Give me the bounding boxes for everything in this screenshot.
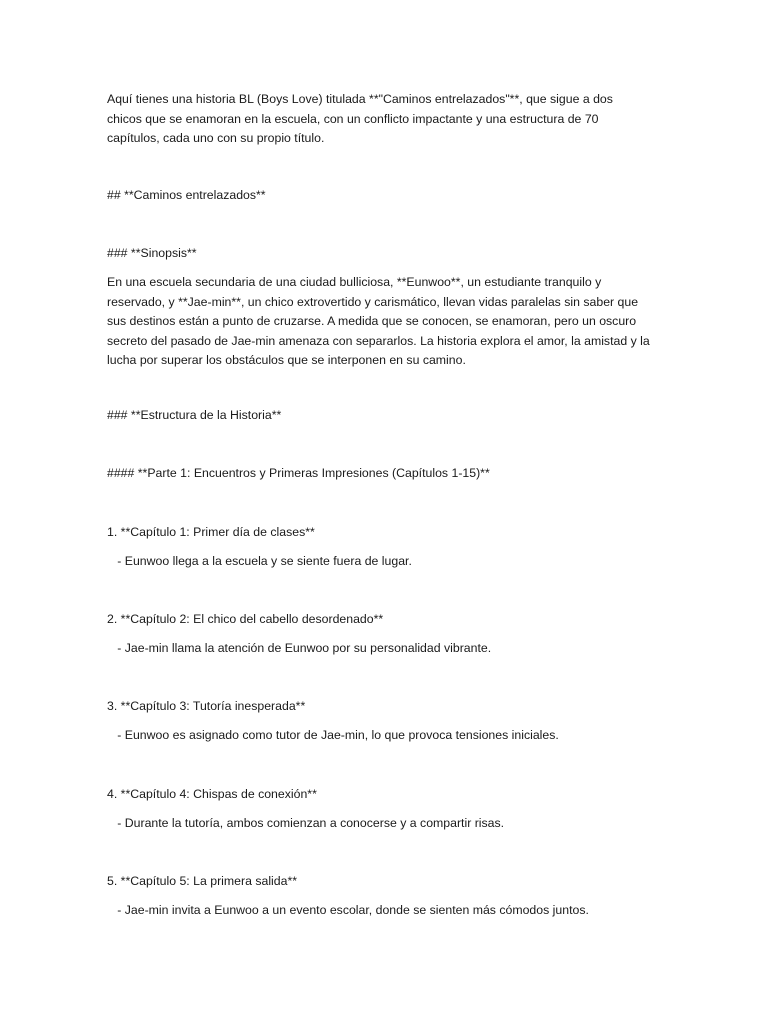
intro-line: Aquí tienes una historia BL (Boys Love) titulada **"Caminos entrelazados"**, que sigue a dos	[107, 92, 613, 106]
synopsis-heading: ### **Sinopsis**	[107, 246, 197, 260]
intro-line: capítulos, cada uno con su propio título.	[107, 131, 325, 145]
chapter-description: - Eunwoo llega a la escuela y se siente fuera de lugar.	[107, 554, 412, 568]
structure-heading: ### **Estructura de la Historia**	[107, 408, 282, 422]
synopsis-line: sus destinos están a punto de cruzarse. A medida que se conocen, se enamoran, pero un oscuro	[107, 314, 637, 328]
chapter-description: - Jae-min llama la atención de Eunwoo por su personalidad vibrante.	[107, 641, 492, 655]
chapter-title: 5. **Capítulo 5: La primera salida**	[107, 874, 298, 888]
chapter-title: 1. **Capítulo 1: Primer día de clases**	[107, 525, 315, 539]
synopsis-paragraph	[107, 273, 667, 371]
chapter-title: 4. **Capítulo 4: Chispas de conexión**	[107, 787, 317, 801]
part1-heading: #### **Parte 1: Encuentros y Primeras Impresiones (Capítulos 1-15)**	[107, 466, 490, 480]
chapter-title: 2. **Capítulo 2: El chico del cabello desordenado**	[107, 612, 384, 626]
chapter-description: - Durante la tutoría, ambos comienzan a conocerse y a compartir risas.	[107, 816, 505, 830]
synopsis-line: lucha por superar los obstáculos que se interponen en su camino.	[107, 353, 466, 367]
synopsis-line: secreto del pasado de Jae-min amenaza con separarlos. La historia explora el amor, la amistad y la	[107, 333, 650, 348]
synopsis-line: reservado, y **Jae-min**, un chico extrovertido y carismático, llevan vidas paralelas sin saber que	[107, 294, 639, 309]
synopsis-line: En una escuela secundaria de una ciudad bulliciosa, **Eunwoo**, un estudiante tranquilo y	[107, 275, 602, 289]
intro-paragraph	[107, 90, 667, 149]
chapter-description: - Eunwoo es asignado como tutor de Jae-min, lo que provoca tensiones iniciales.	[107, 728, 559, 742]
chapter-description: - Jae-min invita a Eunwoo a un evento escolar, donde se sienten más cómodos juntos.	[107, 903, 589, 917]
story-title-heading: ## **Caminos entrelazados**	[107, 188, 266, 202]
intro-line: chicos que se enamoran en la escuela, con un conflicto impactante y una estructura de 70	[107, 111, 599, 126]
chapter-title: 3. **Capítulo 3: Tutoría inesperada**	[107, 699, 306, 713]
